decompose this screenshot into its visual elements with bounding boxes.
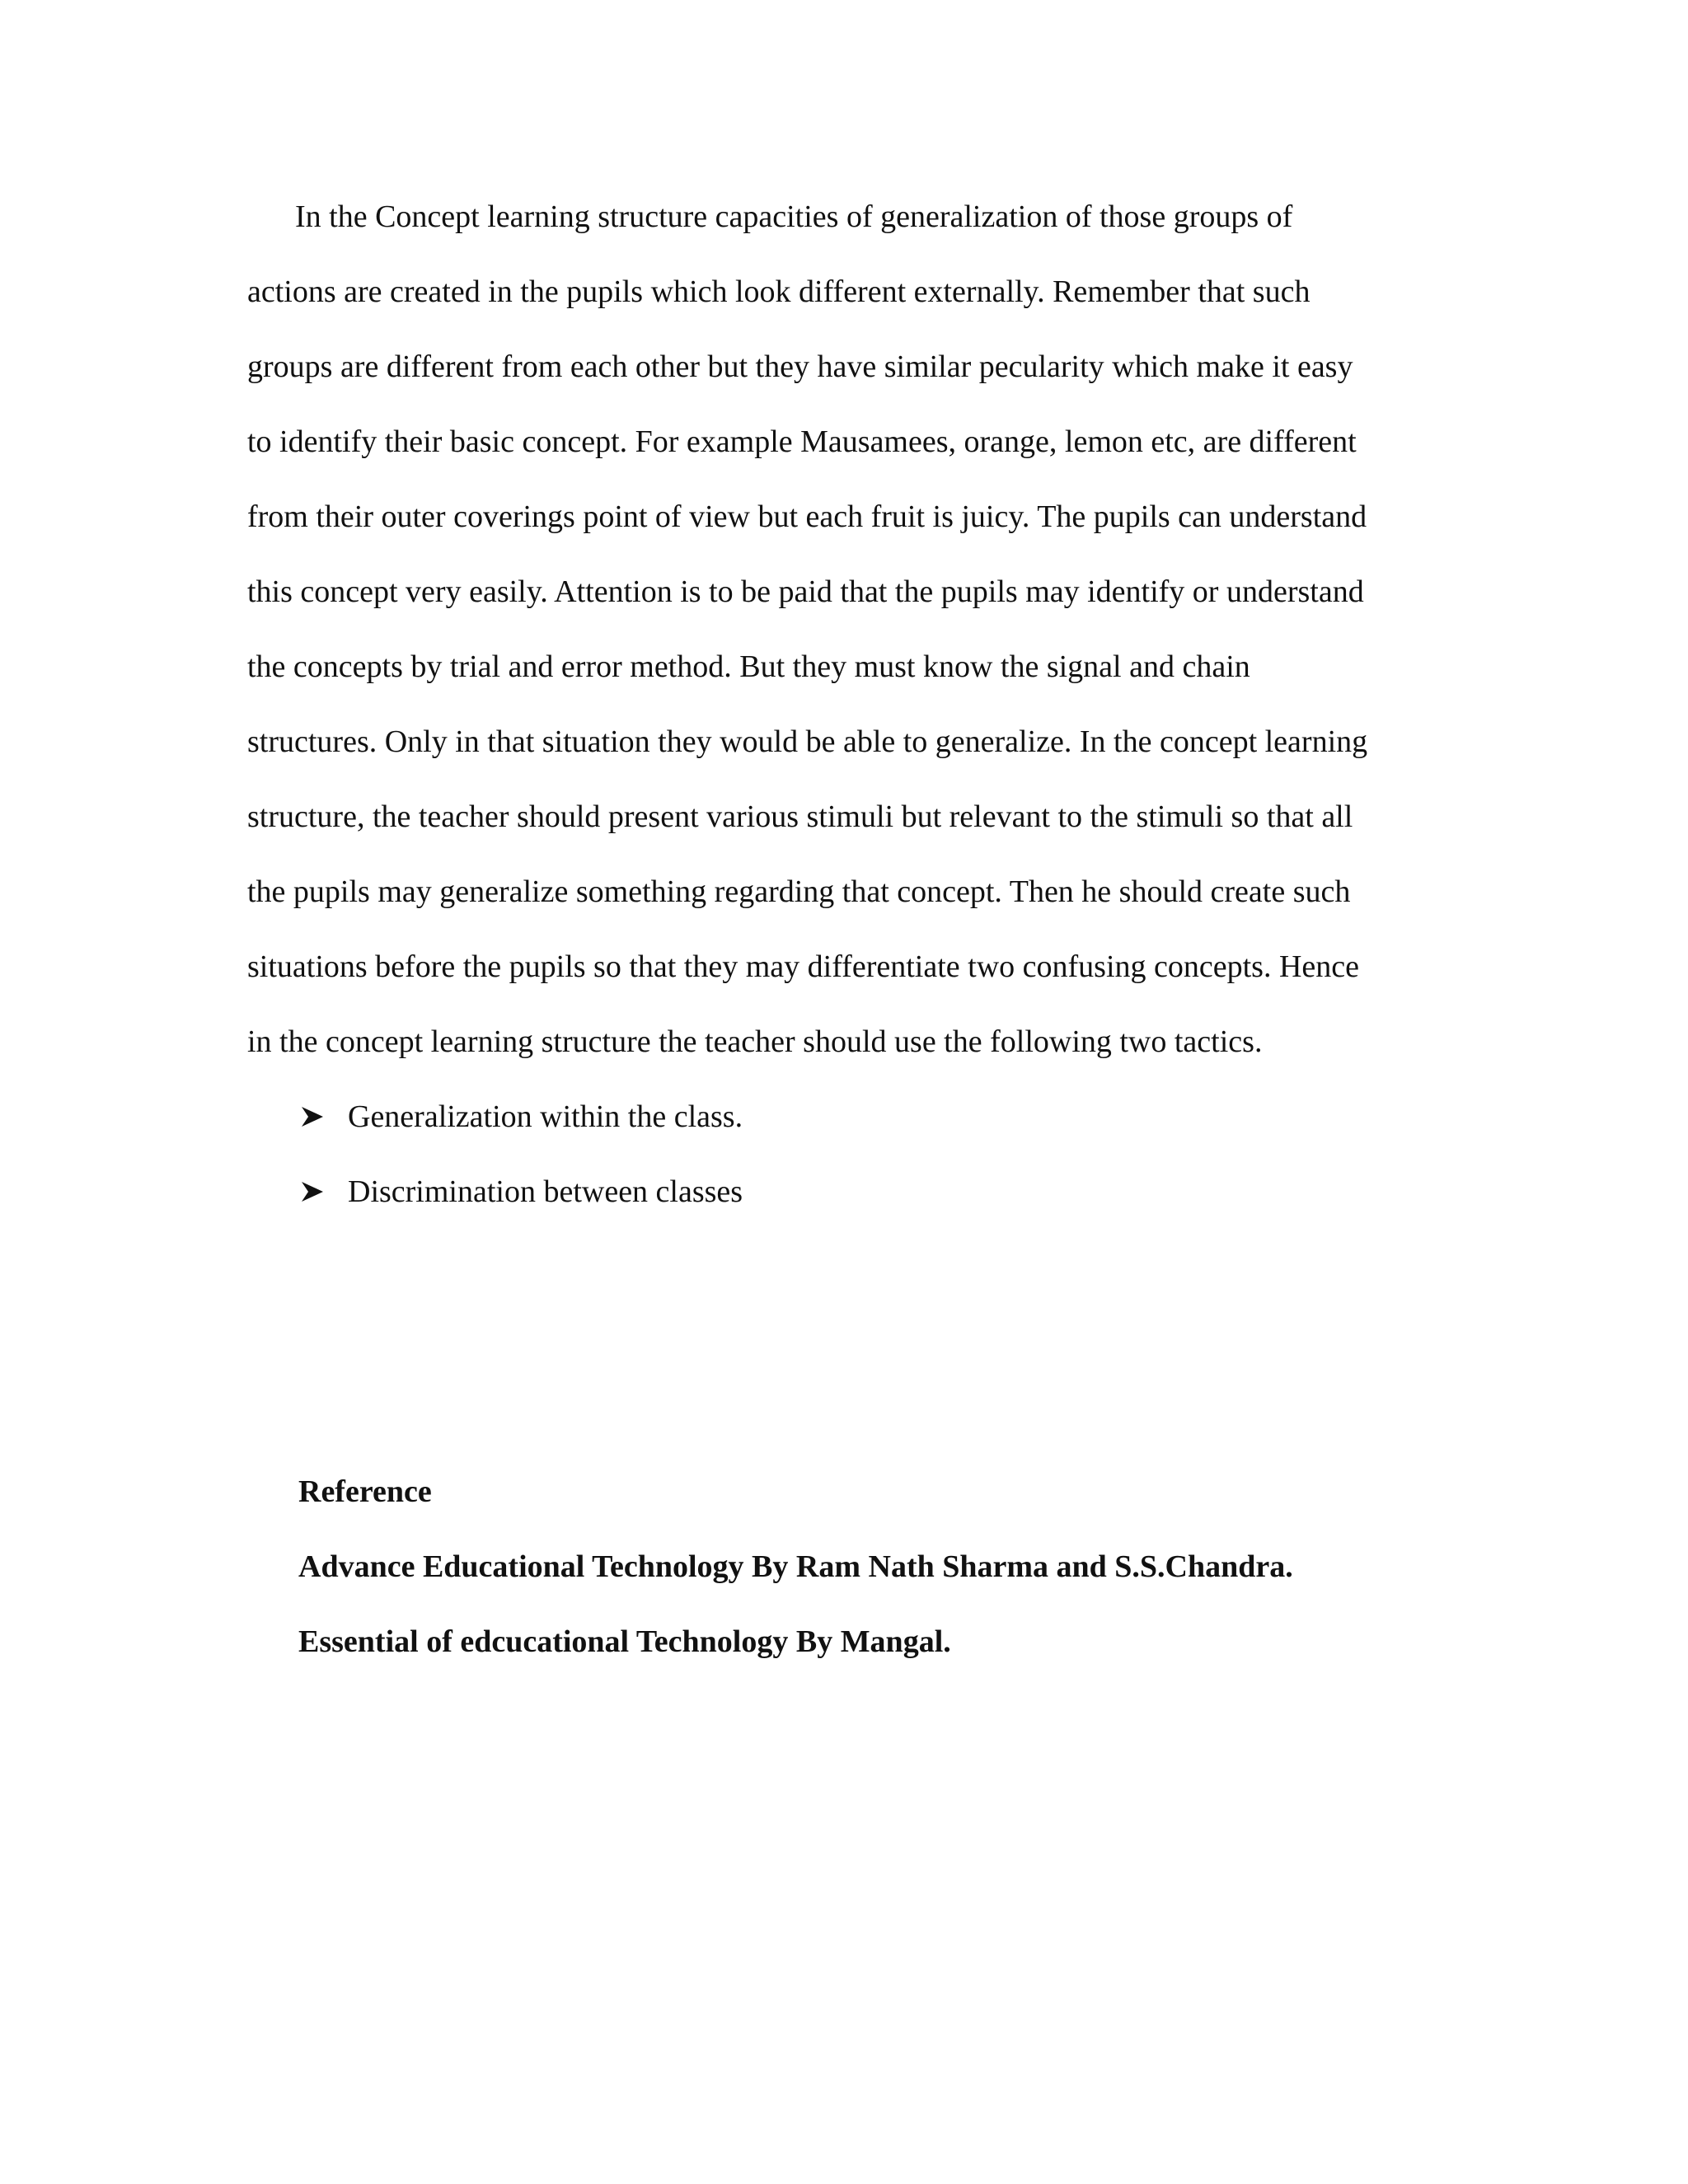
paragraph-line: situations before the pupils so that they may differentiate two confusing concepts. Hence	[247, 949, 1359, 984]
bullet-text: Discrimination between classes	[348, 1174, 743, 1209]
paragraph-line: the concepts by trial and error method. But they must know the signal and chain	[247, 649, 1250, 684]
arrowhead-bullet-icon	[298, 1178, 326, 1206]
paragraph-line: In the Concept learning structure capacities of generalization of those groups of	[295, 199, 1293, 234]
arrowhead-bullet-icon	[298, 1103, 326, 1131]
paragraph-line: in the concept learning structure the teacher should use the following two tactics.	[247, 1024, 1263, 1059]
reference-item: Advance Educational Technology By Ram Nath Sharma and S.S.Chandra.	[298, 1549, 1293, 1584]
paragraph-line: to identify their basic concept. For example Mausamees, orange, lemon etc, are different	[247, 424, 1357, 459]
bullet-item	[298, 1172, 743, 1212]
paragraph-line: from their outer coverings point of view but each fruit is juicy. The pupils can understand	[247, 499, 1367, 534]
paragraph-line: groups are different from each other but they have similar pecularity which make it easy	[247, 349, 1353, 384]
paragraph-line: structures. Only in that situation they would be able to generalize. In the concept learning	[247, 724, 1368, 759]
reference-heading: Reference	[298, 1474, 432, 1509]
paragraph-line: structure, the teacher should present various stimuli but relevant to the stimuli so that all	[247, 799, 1353, 834]
paragraph-line: actions are created in the pupils which look different externally. Remember that such	[247, 274, 1311, 309]
bullet-item	[298, 1097, 743, 1137]
bullet-text: Generalization within the class.	[348, 1099, 743, 1134]
paragraph-line: this concept very easily. Attention is to be paid that the pupils may identify or understand	[247, 574, 1364, 609]
reference-item: Essential of edcucational Technology By Mangal.	[298, 1624, 951, 1659]
paragraph-line: the pupils may generalize something regarding that concept. Then he should create such	[247, 874, 1351, 909]
